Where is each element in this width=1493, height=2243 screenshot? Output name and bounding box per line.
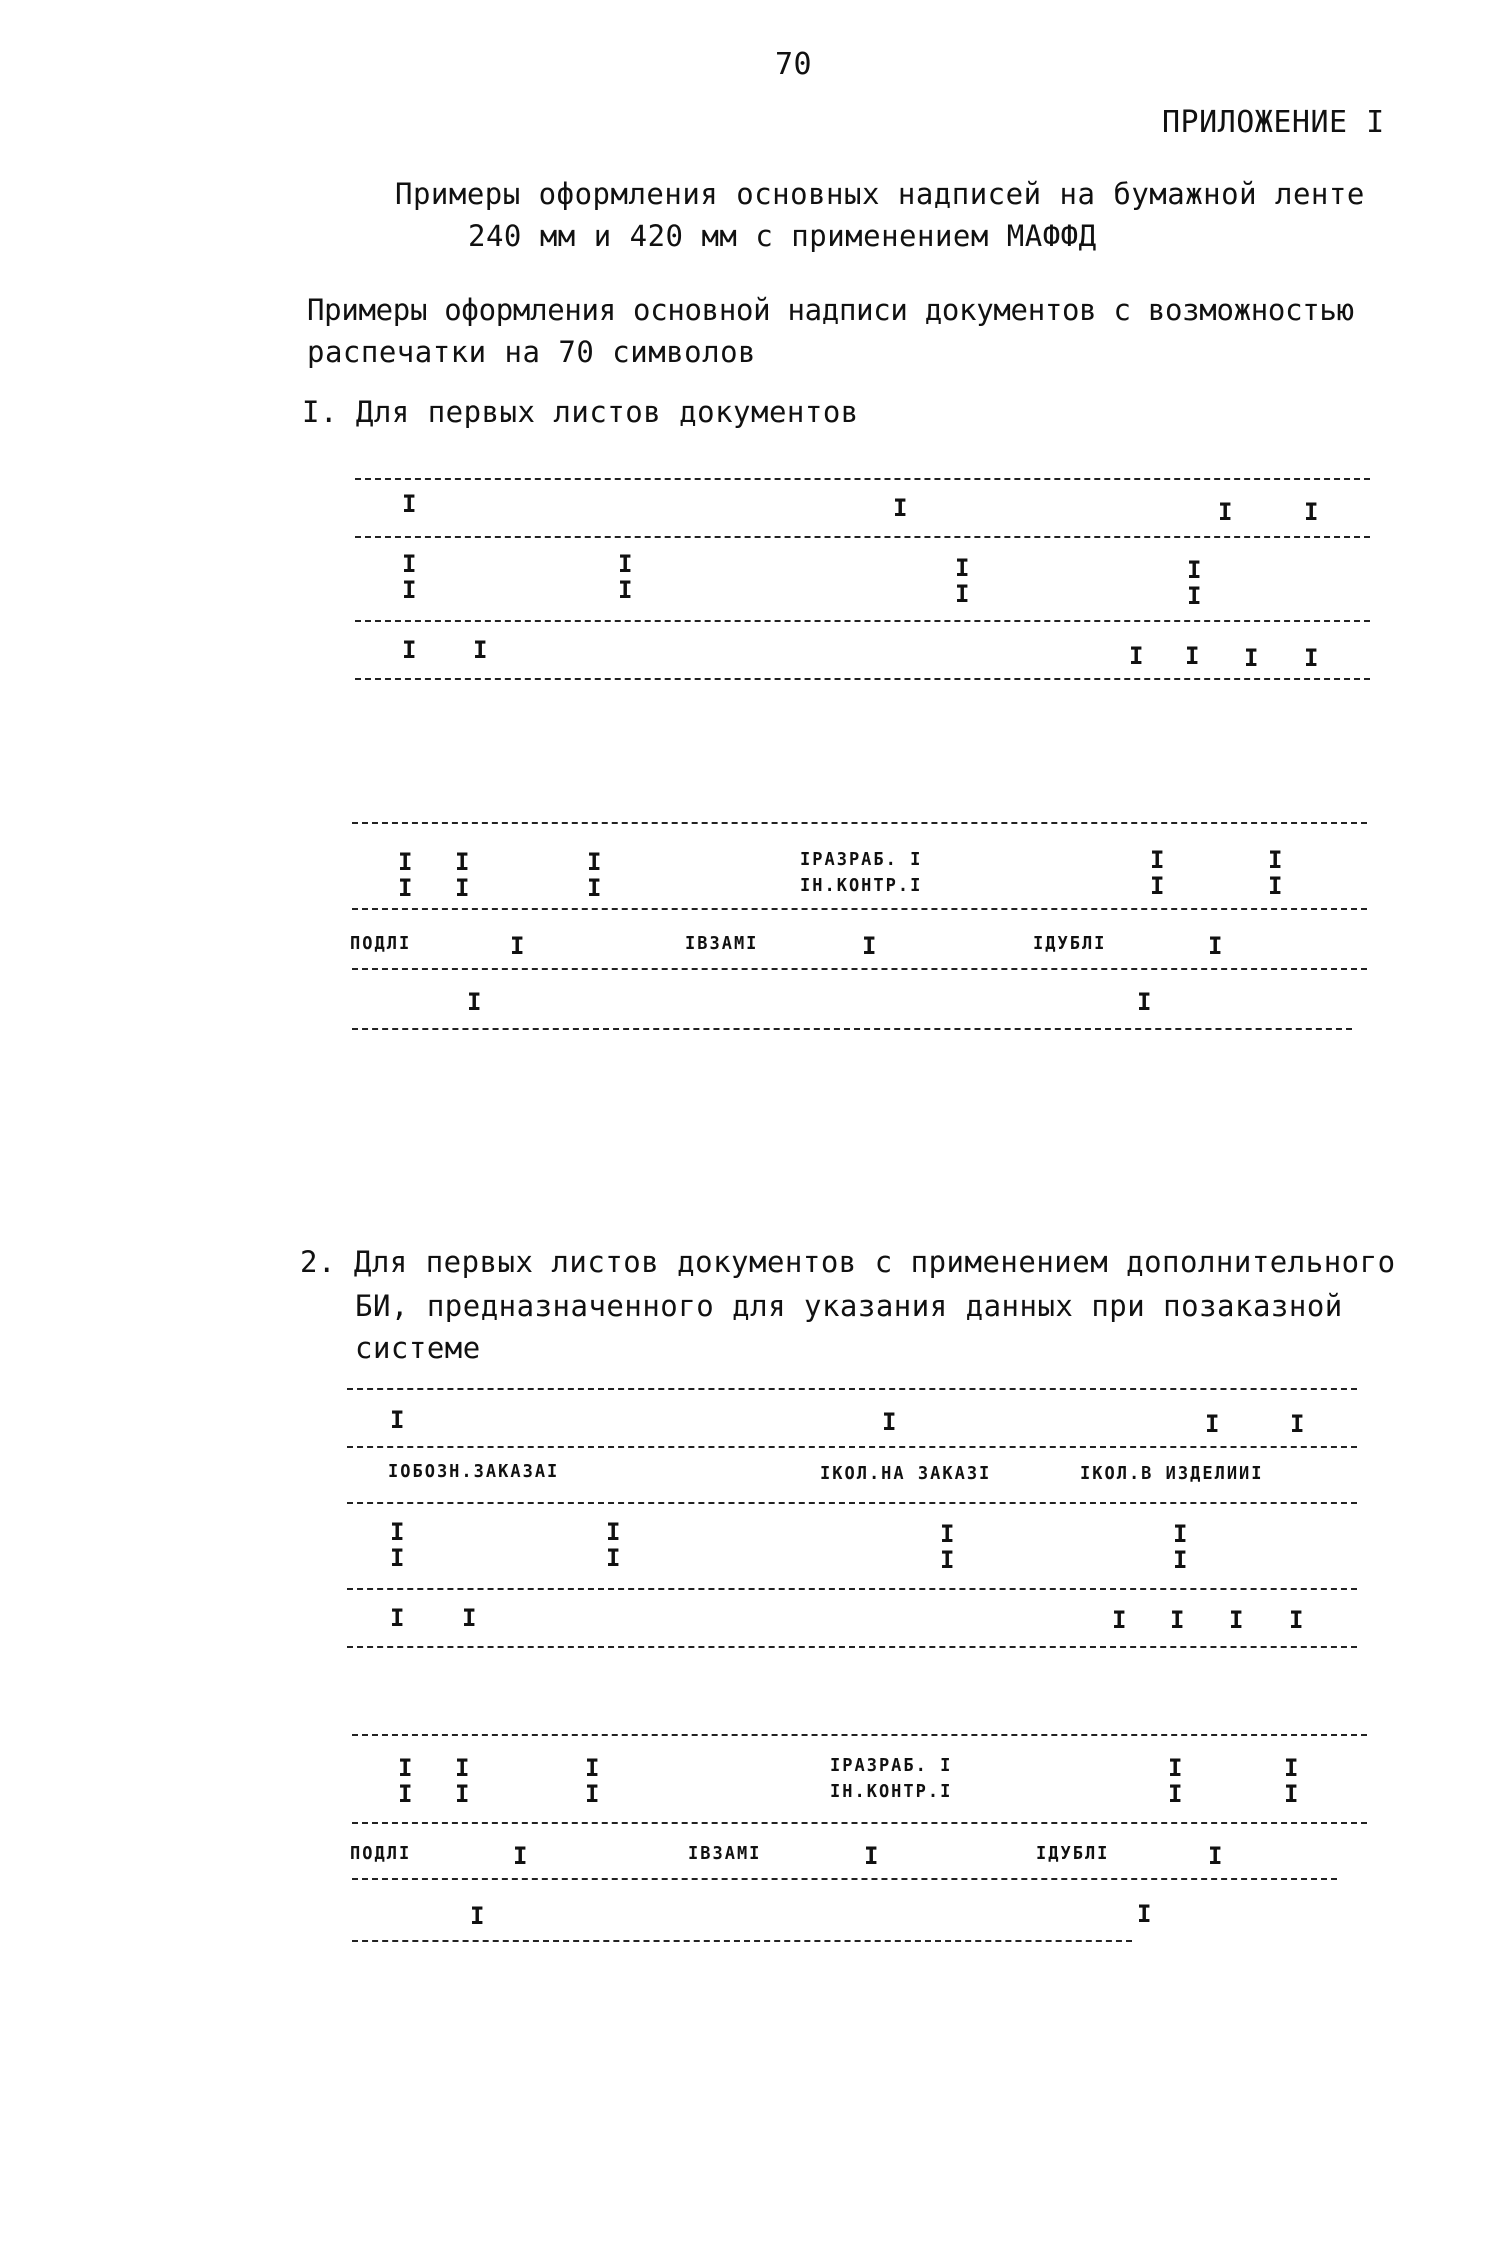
separator: I [618,576,633,604]
field-podl: ПОДЛI [350,1843,412,1865]
separator: I [587,848,602,876]
separator: I [402,490,417,518]
separator: I [1268,872,1283,900]
separator: I [390,1518,405,1546]
title-line-2: 240 мм и 420 мм с применением МАФФД [468,219,1097,253]
separator: I [1290,1410,1305,1438]
dashed-line [352,1734,1367,1736]
separator: I [618,550,633,578]
dashed-line [355,620,1370,622]
separator: I [1170,1606,1185,1634]
dashed-line [347,1388,1357,1390]
field-n-kontr: IН.КОНТР.I [830,1781,953,1803]
separator: I [470,1902,485,1930]
separator: I [1150,872,1165,900]
separator: I [1150,846,1165,874]
separator: I [402,550,417,578]
field-oboz-zakaza: IОБОЗН.ЗАКАЗАI [388,1461,560,1483]
dashed-line [352,968,1367,970]
separator: I [390,1544,405,1572]
dashed-line [347,1646,1357,1648]
separator: I [606,1518,621,1546]
separator: I [398,1780,413,1808]
separator: I [1244,644,1259,672]
separator: I [1173,1546,1188,1574]
separator: I [1304,498,1319,526]
intro-line-2: распечатки на 70 символов [307,335,756,369]
separator: I [1112,1606,1127,1634]
section-2-heading-line-2: БИ, предназначенного для указания данных при позаказной [355,1289,1343,1323]
separator: I [1173,1520,1188,1548]
page-number: 70 [775,47,813,82]
separator: I [1284,1754,1299,1782]
separator: I [1268,846,1283,874]
separator: I [455,1754,470,1782]
separator: I [1289,1606,1304,1634]
separator: I [1208,1842,1223,1870]
field-podl: ПОДЛI [350,933,412,955]
separator: I [1168,1754,1183,1782]
separator: I [1304,644,1319,672]
separator: I [467,988,482,1016]
dashed-line [352,1028,1352,1030]
separator: I [1137,1900,1152,1928]
separator: I [402,636,417,664]
field-kol-v-izdelii: IКОЛ.В ИЗДЕЛИИI [1080,1463,1264,1485]
separator: I [1205,1410,1220,1438]
separator: I [955,580,970,608]
separator: I [513,1842,528,1870]
separator: I [1218,498,1233,526]
field-vzam: IВЗАМI [688,1843,762,1865]
separator: I [398,1754,413,1782]
dashed-line [347,1502,1357,1504]
separator: I [862,932,877,960]
separator: I [864,1842,879,1870]
dashed-line [352,1822,1367,1824]
separator: I [390,1604,405,1632]
dashed-line [347,1446,1357,1448]
section-1-heading: I. Для первых листов документов [302,395,859,429]
appendix-label: ПРИЛОЖЕНИЕ I [1162,105,1385,140]
section-2-heading-line-1: 2. Для первых листов документов с применением дополнительного [300,1245,1396,1279]
separator: I [585,1754,600,1782]
separator: I [882,1408,897,1436]
separator: I [462,1604,477,1632]
separator: I [510,932,525,960]
field-dubl: IДУБЛI [1036,1843,1110,1865]
separator: I [390,1406,405,1434]
dashed-line [355,678,1370,680]
separator: I [940,1520,955,1548]
dashed-line [352,822,1367,824]
separator: I [1137,988,1152,1016]
field-dubl: IДУБЛI [1033,933,1107,955]
separator: I [893,494,908,522]
section-2-heading-line-3: системе [355,1331,481,1365]
separator: I [1229,1606,1244,1634]
separator: I [455,1780,470,1808]
separator: I [955,554,970,582]
separator: I [473,636,488,664]
separator: I [398,848,413,876]
dashed-line [347,1588,1357,1590]
separator: I [585,1780,600,1808]
separator: I [587,874,602,902]
dashed-line [352,908,1367,910]
dashed-line [352,1940,1132,1942]
dashed-line [352,1878,1337,1880]
dashed-line [355,478,1370,480]
separator: I [1284,1780,1299,1808]
separator: I [1208,932,1223,960]
title-line-1: Примеры оформления основных надписей на бумажной ленте [395,177,1365,211]
separator: I [940,1546,955,1574]
intro-line-1: Примеры оформления основной надписи документов с возможностью [307,293,1354,327]
field-n-kontr: IН.КОНТР.I [800,875,923,897]
separator: I [1129,642,1144,670]
separator: I [606,1544,621,1572]
field-vzam: IВЗАМI [685,933,759,955]
separator: I [1187,556,1202,584]
separator: I [455,848,470,876]
separator: I [1187,582,1202,610]
field-razrab: IРАЗРАБ. I [830,1755,953,1777]
separator: I [1168,1780,1183,1808]
separator: I [402,576,417,604]
field-razrab: IРАЗРАБ. I [800,849,923,871]
dashed-line [355,536,1370,538]
field-kol-na-zakaz: IКОЛ.НА ЗАКАЗI [820,1463,992,1485]
separator: I [398,874,413,902]
separator: I [1185,642,1200,670]
separator: I [455,874,470,902]
